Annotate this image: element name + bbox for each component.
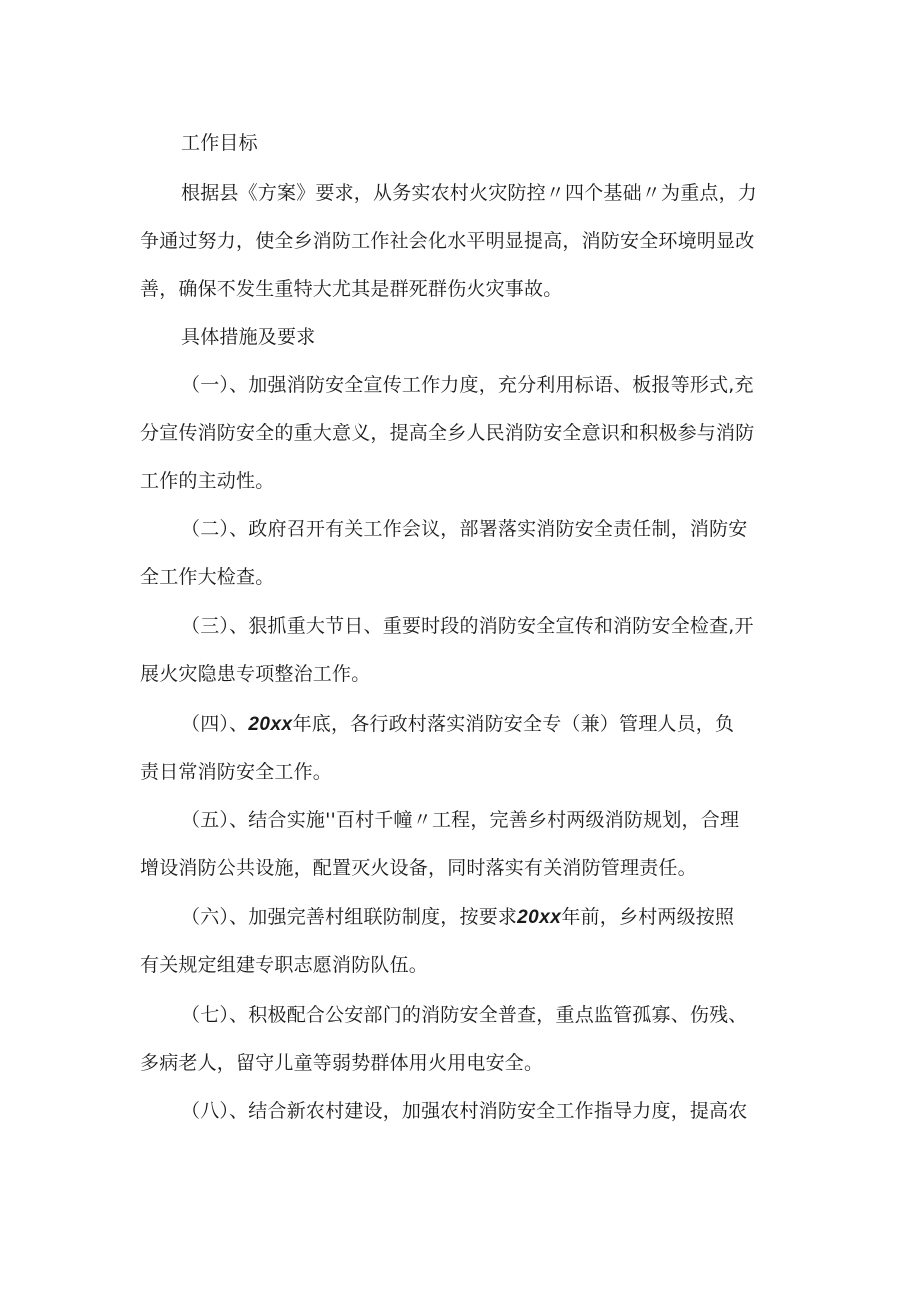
para-goals-line-3: 善，确保不发生重特大尤其是群死群伤火灾事故。 <box>140 278 563 300</box>
line-text-start: （四）、 <box>181 713 249 735</box>
line-text-start: （六）、加强完善村组联防制度，按要求 <box>181 906 518 928</box>
item-1-line-3: 工作的主动性。 <box>140 470 275 492</box>
item-2-line-1: （二）、政府召开有关工作会议，部署落实消防安全责任制，消防安 <box>181 518 748 540</box>
item-3-line-1: （三）、狠抓重大节日、重要时段的消防安全宣传和消防安全检查,开 <box>181 615 754 637</box>
item-5-line-2: 增设消防公共设施，配置灭火设备，同时落实有关消防管理责任。 <box>140 857 697 879</box>
item-8-line-1: （八）、结合新农村建设，加强农村消防安全工作指导力度，提高农 <box>181 1100 748 1122</box>
item-7-line-1: （七）、积极配合公安部门的消防安全普查，重点监管孤寡、伤残、 <box>181 1004 748 1026</box>
heading-measures-line-1: 具体措施及要求 <box>181 326 316 348</box>
item-4-line-2: 责日常消防安全工作。 <box>140 761 333 783</box>
item-2-line-2: 全工作大检查。 <box>140 566 275 588</box>
year-text: 20xx <box>248 714 293 735</box>
item-7-line-2: 多病老人，留守儿童等弱势群体用火用电安全。 <box>140 1052 544 1074</box>
item-5-line-1: （五）、结合实施''百村千幢〃工程，完善乡村两级消防规划，合理 <box>181 809 740 831</box>
item-1-line-2: 分宣传消防安全的重大意义，提高全乡人民消防安全意识和积极参与消防 <box>140 422 755 444</box>
year-text: 20xx <box>517 907 562 928</box>
para-goals-line-1: 根据县《方案》要求，从务实农村火灾防控〃四个基础〃为重点，力 <box>181 182 758 204</box>
item-4-line-1 <box>181 711 785 738</box>
line-text-end: 年底，各行政村落实消防安全专（兼）管理人员，负 <box>292 713 735 735</box>
item-3-line-2: 展火灾隐患专项整治工作。 <box>140 663 371 685</box>
item-1-line-1: （一）、加强消防安全宣传工作力度，充分利用标语、板报等形式,充 <box>181 374 754 396</box>
para-goals-line-2: 争通过努力，使全乡消防工作社会化水平明显提高，消防安全环境明显改 <box>140 230 755 252</box>
item-6-line-1 <box>181 904 785 931</box>
heading-goals-line-1: 工作目标 <box>181 132 258 154</box>
line-text-end: 年前，乡村两级按照 <box>561 906 735 928</box>
item-6-line-2: 有关规定组建专职志愿消防队伍。 <box>140 954 429 976</box>
